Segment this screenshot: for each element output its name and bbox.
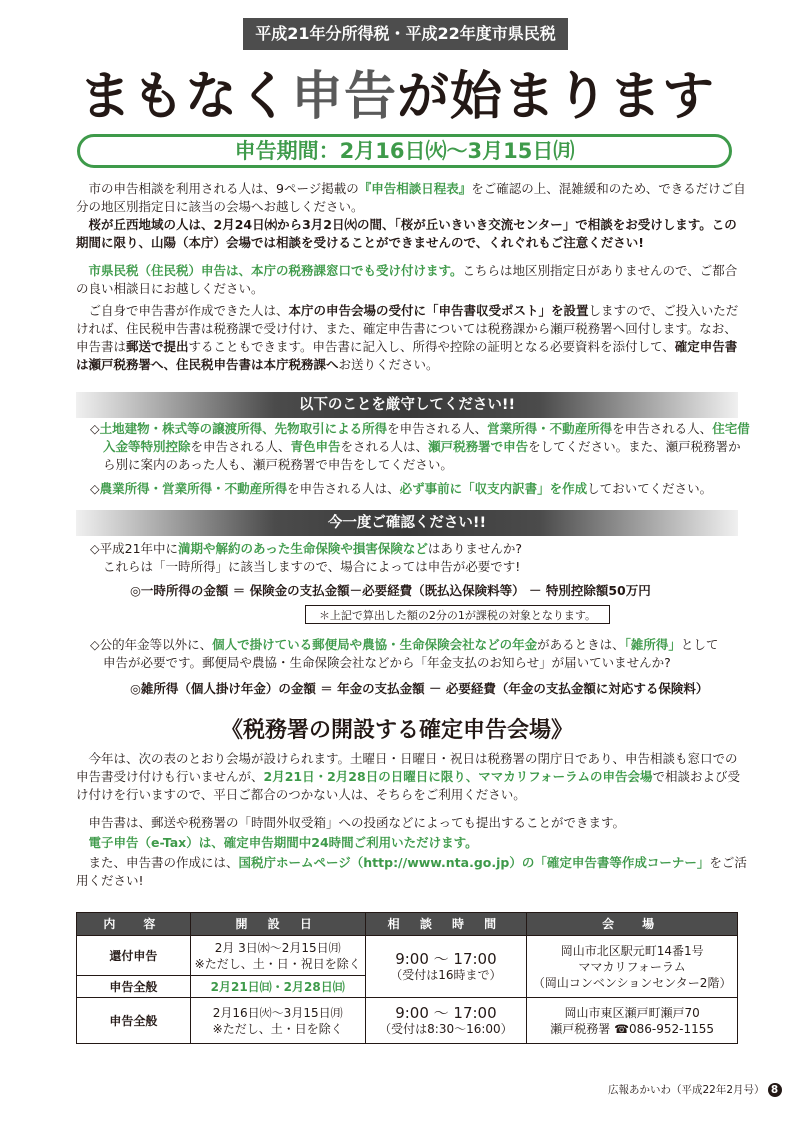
confirm-question-2 — [90, 636, 740, 654]
office-paragraph-etax: 電子申告（e-Tax）は、確定申告期間中24時間ご利用いただけます。 — [88, 835, 478, 850]
section-bar-confirm: 今一度ご確認ください!! — [76, 510, 738, 536]
text: 確定申告書は瀬戸税務署へ、住民税申告書は本庁税務課へ — [76, 339, 738, 372]
intro-paragraph-2: 桜が丘西地域の人は、2月24日㈬から3月2日㈫の間、「桜が丘いきいき交流センター」で相談をお受けします。この期間に限り、山陽（本庁）会場では相談を受けることができませんので、くれぐれもご注意ください! — [76, 217, 737, 250]
text: しますので、ご投入いただければ、住民税申告書は税務課で受け付け、また、確定申告書については税務課から瀬戸税務署へ回付します。なお、申告書は — [76, 303, 739, 354]
text: で相談および受け付けを行いますので、平日ご都合のつかない人は、そちらをご利用ください。 — [76, 769, 740, 802]
text: をご活用ください! — [76, 855, 747, 888]
schedule-reference: 『申告相談日程表』 — [358, 181, 472, 196]
text: として — [680, 637, 719, 652]
text: 住宅借入金等特別控除 — [103, 421, 750, 454]
text: することもできます。申告書に記入し、所得や控除の証明となる必要資料を添付して、 — [188, 339, 675, 354]
cell-time — [365, 936, 527, 998]
text: こちらは地区別指定日がありませんので、ご都合の良い相談日にお越しください。 — [76, 263, 738, 296]
confirm-question-2-line2: 申告が必要です。郵便局や農協・生命保険会社などから「年金支払のお知らせ」が届いていませんか? — [103, 655, 671, 670]
tax-office-heading: 《税務署の開設する確定申告会場》 — [220, 718, 573, 743]
text: 青色申告 — [290, 439, 341, 454]
confirm-question-1 — [90, 540, 740, 558]
text: 個人で掛けている郵便局や農協・生命保険会社などの年金 — [212, 637, 538, 652]
cell-time — [365, 998, 527, 1044]
formula-misc-income: ◎雑所得（個人掛け年金）の金額 ＝ 年金の支払金額 － 必要経費（年金の支払金額に対応する保険料） — [130, 681, 709, 696]
confirm-question-1-line2: これらは「一時所得」に該当しますので、場合によっては申告が必要です! — [103, 559, 521, 574]
cell-date: 2月21日㈰・2月28日㈰ — [190, 976, 365, 998]
text: を申告される人は、 — [287, 481, 400, 496]
header-content: 内 容 — [77, 913, 191, 936]
title-highlight: 申告 — [290, 67, 397, 127]
text: があるときは、 — [537, 637, 625, 652]
cell-content: 申告全般 — [77, 998, 191, 1044]
time-text: 9:00 ～ 17:00 — [395, 1003, 497, 1022]
venue-address: 岡山市北区駅元町14番1号 — [560, 943, 704, 958]
page-footer — [608, 1082, 779, 1097]
text: 必ず事前に「収支内訳書」を作成 — [399, 481, 588, 496]
rule-bullet-2 — [90, 480, 753, 498]
venue-detail: （岡山コンベンションセンター2階） — [532, 975, 732, 990]
time-text: 9:00 ～ 17:00 — [395, 949, 497, 968]
formula-temporary-income: ◎一時所得の金額 ＝ 保険金の支払金額－必要経費（既払込保険料等） － 特別控除額50万円 — [130, 583, 651, 598]
table-header-row — [77, 913, 738, 936]
cell-content: 還付申告 — [77, 936, 191, 976]
time-note: （受付は16時まで） — [390, 967, 502, 982]
intro-paragraph-3 — [76, 262, 748, 298]
date-note: ※ただし、土・日を除く — [212, 1021, 343, 1036]
cell-venue — [527, 998, 738, 1044]
bullet-mark: ◇ — [90, 481, 100, 496]
text: ◇平成21年中に — [90, 541, 179, 556]
text: また、申告書の作成には、 — [88, 855, 239, 870]
header-date: 開 設 日 — [190, 913, 365, 936]
text: 営業所得・不動産所得 — [487, 421, 613, 436]
text: をご確認の上、混雑緩和のため、できるだけご自分の地区別指定日に該当の会場へお越しください。 — [76, 181, 746, 214]
date-note: ※ただし、土・日・祝日を除く — [194, 956, 361, 971]
intro-paragraph-4 — [76, 302, 748, 374]
intro-paragraph-1 — [76, 180, 748, 216]
text: 市県民税（住民税）申告は、本庁の税務課窓口でも受け付けます。 — [88, 263, 463, 278]
venue-table — [76, 912, 738, 1044]
text: 今年は、次の表のとおり会場が設けられます。土曜日・日曜日・祝日は税務署の閉庁日であり、申告相談も窓口での申告書受け付けも行いませんが、 — [76, 751, 738, 784]
page-title — [0, 58, 794, 136]
text: 土地建物・株式等の譲渡所得、先物取引による所得 — [99, 421, 388, 436]
venue-address: 岡山市東区瀬戸町瀬戸70 — [564, 1005, 700, 1020]
office-paragraph-2: 申告書は、郵送や税務署の「時間外収受箱」への投函などによっても提出することができます。 — [88, 815, 626, 830]
text: 瀬戸税務署で申告 — [428, 439, 529, 454]
page-number: 8 — [768, 1083, 782, 1097]
text: を申告される人、 — [612, 421, 713, 436]
title-part1: まもなく — [78, 67, 291, 127]
header-banner: 平成21年分所得税・平成22年度市県民税 — [243, 18, 568, 50]
cell-date — [190, 936, 365, 976]
text: 本庁の申告会場の受付に「申告書収受ポスト」を設置 — [288, 303, 589, 318]
text: 農業所得・営業所得・不動産所得 — [99, 481, 288, 496]
nta-link-text: 国税庁ホームページ（http://www.nta.go.jp）の「確定申告書等作成コーナー」 — [238, 855, 710, 870]
header-time: 相 談 時 間 — [365, 913, 527, 936]
rule-bullet-1 — [90, 420, 753, 474]
time-note: （受付は8:30～16:00） — [379, 1021, 513, 1036]
tax-note: ＊上記で算出した額の2分の1が課税の対象となります。 — [305, 605, 610, 624]
cell-venue — [527, 936, 738, 998]
date-text: 2月16日㈫～3月15日㈪ — [212, 1005, 343, 1020]
venue-name: 瀬戸税務署 ☎086-952-1155 — [550, 1021, 715, 1036]
title-part2: が始まります — [397, 67, 716, 127]
cell-content: 申告全般 — [77, 976, 191, 998]
text: 満期や解約のあった生命保険や損害保険など — [178, 541, 428, 556]
office-paragraph-1 — [76, 750, 748, 804]
text: 郵送で提出 — [126, 339, 189, 354]
text: はありませんか? — [427, 541, 523, 556]
text: ◇公的年金等以外に、 — [90, 637, 213, 652]
office-paragraph-4 — [76, 854, 748, 890]
filing-period: 申告期間：2月16日㈫～3月15日㈪ — [234, 139, 575, 163]
text: 「雑所得」 — [624, 637, 681, 652]
section-bar-observe: 以下のことを厳守してください!! — [76, 392, 738, 418]
text: をしてください。また、瀬戸税務署から別に案内のあった人も、瀬戸税務署で申告をしてください。 — [103, 439, 741, 472]
text: を申告される人、 — [387, 421, 488, 436]
text: を申告される人、 — [190, 439, 291, 454]
cell-date — [190, 998, 365, 1044]
text: 2月21日・2月28日の日曜日に限り、ママカリフォーラムの申告会場 — [263, 769, 653, 784]
date-text: 2月 3日㈬～2月15日㈪ — [214, 940, 341, 955]
bullet-mark: ◇ — [90, 421, 100, 436]
text: ご自身で申告書が作成できた人は、 — [88, 303, 289, 318]
text: しておいてください。 — [587, 481, 713, 496]
text: をされる人は、 — [340, 439, 429, 454]
table-row — [77, 998, 738, 1044]
text: 市の申告相談を利用される人は、9ページ掲載の — [88, 181, 359, 196]
venue-name: ママカリフォーラム — [578, 959, 686, 974]
text: お送りください。 — [338, 357, 439, 372]
table-row — [77, 936, 738, 976]
footer-text: 広報あかいわ（平成22年2月号） — [608, 1084, 765, 1096]
header-venue: 会 場 — [527, 913, 738, 936]
